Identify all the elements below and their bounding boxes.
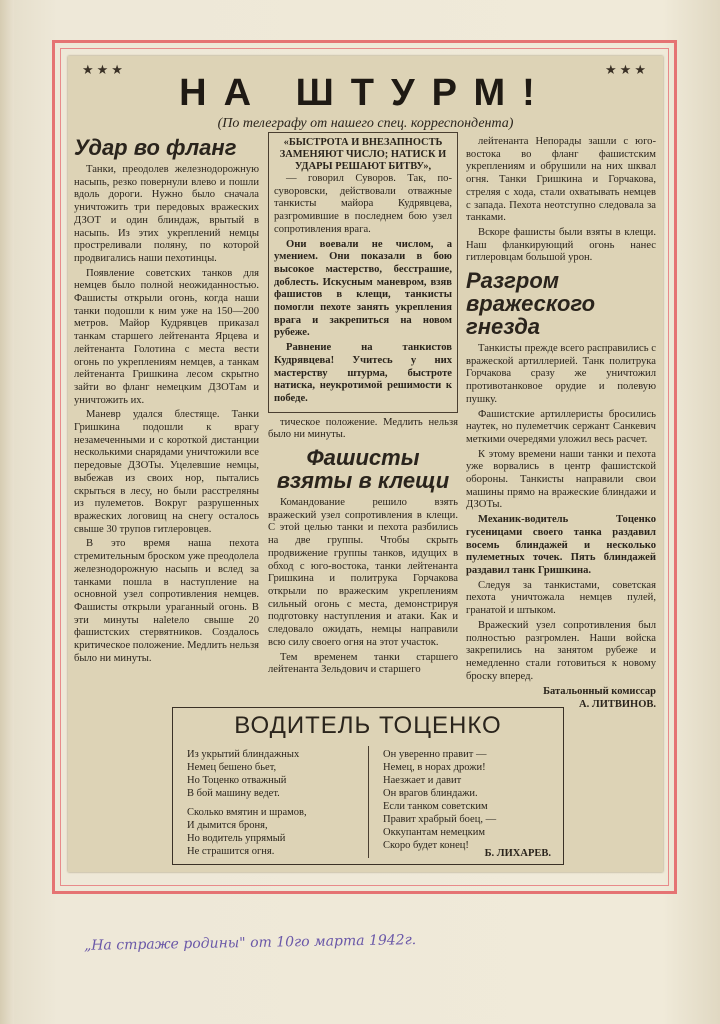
poem-line: Скоро будет конец! bbox=[383, 840, 469, 851]
quote-paragraph: Равнение на танкистов Кудрявцева! Учитесь у них мастерству штурма, быстроте натиска, неукротимой решимости к победе. bbox=[274, 342, 452, 404]
col2-paragraph: Командование решило взять вражеский узел сопротивления в клещи. С этой целью танки и пехота разбились на две группы. Чтобы скрыть продвижение группы танков, идущих в обход с юго-востока, танки лейтенанта Гришкина и политрука Горчакова открыли по вражеским укреплениям сильный огонь с места, демонстрируя подготовку наступления и атаки. Как и следовало ожидать, немцы направили всю силу своего огня на этот участок. bbox=[268, 497, 458, 648]
poem-author: Б. ЛИХАРЕВ. bbox=[484, 848, 551, 859]
heading-pincers: Фашисты взяты в клещи bbox=[276, 445, 450, 494]
poem-line: Но водитель упрямый bbox=[187, 833, 286, 844]
poem-stanza-2 bbox=[187, 806, 307, 858]
col1-paragraph: Маневр удался блестяще. Танки Гришкина подошли к врагу незамеченными и с короткой дистанции несколькими снарядами уничтожили все передовые ДЗОТы. Уцелевшие немцы, выбежав из своих нор, пытались скрыться в лесу, но были расстреляны из пулеметов. Вокруг разрушенных вражеских логовищ на снегу осталось свыше 30 трупов гитлеровцев. bbox=[74, 409, 259, 535]
poem-stanza-1 bbox=[187, 748, 299, 800]
poem-box bbox=[172, 707, 564, 865]
stars-right-icon: ★★★ bbox=[605, 62, 649, 77]
quote-paragraph: Они воевали не числом, а умением. Они показали в бою высокое мастерство, бесстрашие, доблесть. Искусным маневром, взяв фашистов в клещи, танкисты помогли пехоте занять укрепления врага и закрепиться на новом рубеже. bbox=[274, 238, 452, 339]
poem-line: Но Тоценко отважный bbox=[187, 775, 287, 786]
signature-role: Батальонный комиссар bbox=[543, 686, 656, 698]
poem-line: Сколько вмятин и шрамов, bbox=[187, 807, 307, 818]
signature-name: А. ЛИТВИНОВ. bbox=[579, 699, 656, 711]
poem-line: Не страшится огня. bbox=[187, 846, 275, 857]
column-1 bbox=[74, 136, 259, 667]
newspaper-clipping bbox=[68, 56, 663, 872]
col1-paragraph: Танки, преодолев железнодорожную насыпь, резко повернули влево и пошли вдоль дороги. Нужно было сначала уничтожить три передовых вражеских ДЗОТ и один блиндаж, врытый в насыпь. Из этих укреплений немцы простреливали поляну, по которой продвигались наши пехотинцы. bbox=[74, 164, 259, 264]
col3-paragraph: Вражеский узел сопротивления был полностью разгромлен. Наши войска закрепились на занятом рубеже и немедленно стали готовиться к новому броску вперед. bbox=[466, 619, 656, 682]
poem-line: Немец, в норах дрожи! bbox=[383, 762, 486, 773]
col3-paragraph: Следуя за танкистами, советская пехота уничтожала немцев пулей, гранатой и штыком. bbox=[466, 579, 656, 617]
col3-bold-paragraph: Механик-водитель Тоценко гусеницами своего танка раздавил восемь блиндажей и несколько пулеметных точек. Пять блиндажей раздавил танк Гришкина. bbox=[466, 514, 656, 576]
heading-flank-strike: Удар во фланг bbox=[74, 135, 237, 160]
col3-paragraph: Вскоре фашисты были взяты в клещи. Наш фланкирующий огонь нанес гитлеровцам большой урон. bbox=[466, 226, 656, 264]
poem-line: Из укрытий блиндажных bbox=[187, 749, 300, 760]
stars-left-icon: ★★★ bbox=[82, 62, 126, 77]
column-3 bbox=[466, 136, 656, 711]
col3-paragraph: К этому времени наши танки и пехота уже ворвались в центр фашистской обороны. Танкисты направили свои машины прямо на вражеские блиндажи и ДЗОТы. bbox=[466, 448, 656, 511]
quote-headline: «БЫСТРОТА И ВНЕЗАПНОСТЬ ЗАМЕНЯЮТ ЧИСЛО; НАТИСК И УДАРЫ РЕШАЮТ БИТВУ», bbox=[279, 137, 447, 172]
poem-line: Он врагов блиндажи. bbox=[383, 788, 478, 799]
page-binding-edge bbox=[0, 0, 14, 1024]
poem-line: Он уверенно правит — bbox=[383, 749, 487, 760]
handwritten-source-note: „На страже родины" от 10го марта 1942г. bbox=[83, 932, 417, 954]
poem-line: Наезжает и давит bbox=[383, 775, 462, 786]
poem-line: Правит храбрый боец, — bbox=[383, 814, 497, 825]
quote-body: — говорил Суворов. Так, по-суворовски, действовали отважные танкисты майора Кудрявцева, разгромившие в последнем бою узел сопротивления врага. bbox=[274, 173, 452, 235]
suvorov-quote-box bbox=[268, 132, 458, 413]
poem-stanza-3 bbox=[383, 748, 486, 800]
col2-continuation: тическое положение. Медлить нельзя было ни минуты. bbox=[268, 416, 458, 441]
col3-paragraph: лейтенанта Непорады зашли с юго-востока во фланг фашистским укреплениям и обрушили на них шквал огня. Танки Гришкина и Горчакова, стреляя с хода, стали охватывать немцев с запада. Пехота неотступно следовала за танками. bbox=[466, 136, 656, 224]
poem-stanza-4 bbox=[383, 800, 496, 852]
col1-paragraph: Появление советских танков для немцев было полной неожиданностью. Фашисты открыли огонь, когда наши танки подошли к ним уже на 150—200 метров. Майор Кудрявцев приказал танкам старшего лейтенанта Ярцева и лейтенанта Голотина с места вести огонь по укреплениям немцев, а танкам лейтенанта Гришкина лесом скрытно зайти во фланг немецким ДЗОТам и уничтожить их. bbox=[74, 267, 259, 406]
heading-nest-defeat: Разгром вражеского гнезда bbox=[466, 268, 596, 340]
col3-paragraph: Фашистские артиллеристы бросились наутек, но пулеметчик сержант Санкевич меткими очередями уложил весь расчет. bbox=[466, 408, 656, 445]
poem-title: ВОДИТЕЛЬ ТОЦЕНКО bbox=[234, 712, 502, 739]
poem-line: Немец бешено бьет, bbox=[187, 762, 277, 773]
poem-line: И дымится броня, bbox=[187, 820, 268, 831]
col1-paragraph: В это время наша пехота стремительным броском уже преодолела железнодорожную насыпь и вслед за танками пошла в наступление на основной узел сопротивления немцев. Фашисты открыли ураганный огонь. В эти минуты наletело свыше 20 фашистских стервятников. Создалось критическое положение. Медлить нельзя было ни минуты. bbox=[74, 538, 260, 664]
col3-paragraph: Танкисты прежде всего расправились с вражеской артиллерией. Танк политрука Горчакова сразу же уничтожил противотанковое орудие и полевую пушку. bbox=[466, 343, 656, 405]
poem-line: В бой машину ведет. bbox=[187, 788, 280, 799]
col2-paragraph: Тем временем танки старшего лейтенанта Зельдович и старшего bbox=[268, 651, 458, 676]
subtitle: (По телеграфу от нашего спец. корреспондента) bbox=[217, 116, 514, 131]
poem-line: Оккупантам немецким bbox=[383, 827, 486, 838]
headline: НА ШТУРМ! bbox=[179, 72, 552, 114]
column-2 bbox=[268, 132, 458, 679]
poem-divider bbox=[368, 746, 369, 858]
poem-line: Если танком советским bbox=[383, 801, 488, 812]
